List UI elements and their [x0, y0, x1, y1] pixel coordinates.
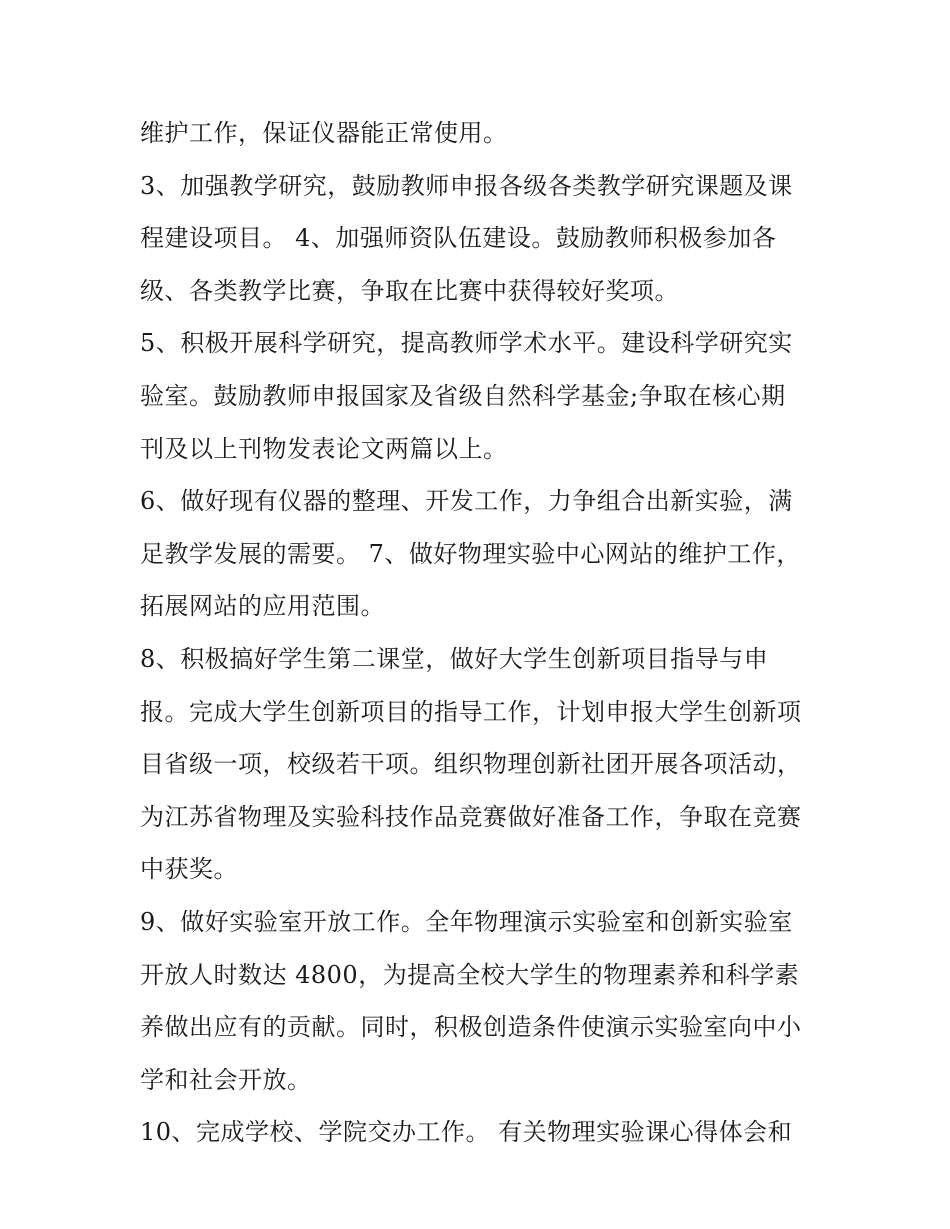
- text-line: 为江苏省物理及实验科技作品竞赛做好准备工作，争取在竞赛: [140, 802, 802, 831]
- text-line: 5、积极开展科学研究，提高教师学术水平。建设科学研究实: [140, 329, 793, 358]
- text-line: 中获奖。: [140, 855, 238, 884]
- text-line: 开放人时数达 4800，为提高全校大学生的物理素养和科学素: [140, 960, 800, 989]
- text-line: 级、各类教学比赛，争取在比赛中获得较好奖项。: [140, 276, 679, 305]
- text-line: 目省级一项，校级若干项。组织物理创新社团开展各项活动，: [140, 750, 802, 779]
- text-line: 学和社会开放。: [140, 1065, 312, 1094]
- text-line: 养做出应有的贡献。同时，积极创造条件使演示实验室向中小: [140, 1013, 802, 1042]
- text-line: 维护工作，保证仪器能正常使用。: [140, 119, 508, 147]
- text-line: 3、加强教学研究，鼓励教师申报各级各类教学研究课题及课: [140, 171, 793, 200]
- text-line: 10、完成学校、学院交办工作。 有关物理实验课心得体会和: [140, 1118, 793, 1147]
- text-line: 报。完成大学生创新项目的指导工作，计划申报大学生创新项: [140, 697, 802, 726]
- text-line: 拓展网站的应用范围。: [140, 592, 385, 621]
- body-text: [140, 107, 840, 1159]
- text-line: 9、做好实验室开放工作。全年物理演示实验室和创新实验室: [140, 907, 793, 936]
- text-line: 6、做好现有仪器的整理、开发工作，力争组合出新实验，满: [140, 487, 793, 516]
- text-line: 验室。鼓励教师申报国家及省级自然科学基金;争取在核心期: [140, 381, 786, 410]
- text-line: 刊及以上刊物发表论文两篇以上。: [140, 434, 508, 463]
- text-line: 8、积极搞好学生第二课堂，做好大学生创新项目指导与申: [140, 644, 769, 673]
- text-line: 足教学发展的需要。 7、做好物理实验中心网站的维护工作，: [140, 539, 801, 568]
- text-line: 程建设项目。 4、加强师资队伍建设。鼓励教师积极参加各: [140, 224, 777, 253]
